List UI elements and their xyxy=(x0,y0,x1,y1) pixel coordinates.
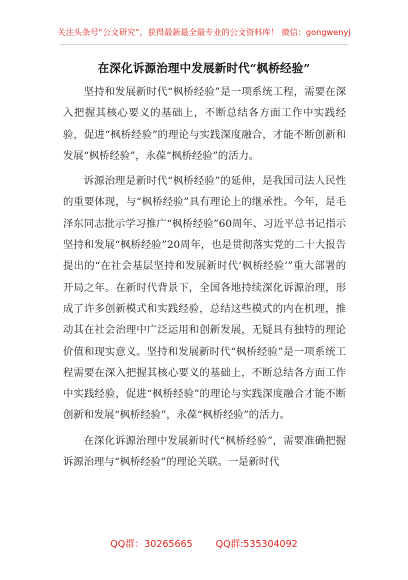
footer-qq-group-2: QQ群:535304092 xyxy=(215,539,298,550)
paragraph-1: 坚持和发展新时代“枫桥经验”是一项系统工程，需要在深入把握其核心要义的基础上，不断总结各方面工作中实践经验，促进“枫桥经验”的理论与实践深度融合，才能不断创新和发展“枫桥经验”，永葆“枫桥经验”的活力。 xyxy=(63,86,346,162)
header-banner: 关注头条号“公文研究”，获得最新最全最专业的公文资料库！ 微信：gongwenyj xyxy=(57,27,351,37)
document-body xyxy=(63,82,346,477)
header-divider xyxy=(60,44,348,45)
footer-contact xyxy=(0,536,408,550)
paragraph-3: 在深化诉源治理中发展新时代“枫桥经验”，需要准确把握诉源治理与“枫桥经验”的理论关联。一是新时代 xyxy=(63,434,346,469)
paragraph-2: 诉源治理是新时代“枫桥经验”的延伸，是我国司法人民性的重要体现，与“枫桥经验”具有理论上的继承性。今年，是毛泽东同志批示学习推广“枫桥经验”60周年、习近平总书记指示坚持和发展“枫桥经验”20周年，也是贯彻落实党的二十大报告提出的“在社会基层坚持和发展新时代‘枫桥经验’”重大部署的开局之年。在新时代背景下，全国各地持续深化诉源治理，形成了许多创新模式和实践经验，总结这些模式的内在机理，推动其在社会治理中广泛运用和创新发展，无疑具有独特的理论价值和现实意义。坚持和发展新时代“枫桥经验”是一项系统工程需要在深入把握其核心要义的基础上，不断总结各方面工作中实践经验，促进“枫桥经验”的理论与实践深度融合才能不断创新和发展“枫桥经验”，永葆“枫桥经验”的活力。 xyxy=(63,175,346,422)
document-title: 在深化诉源治理中发展新时代“枫桥经验” xyxy=(97,61,311,75)
footer-qq-group-1: QQ群：30265665 xyxy=(110,539,193,550)
